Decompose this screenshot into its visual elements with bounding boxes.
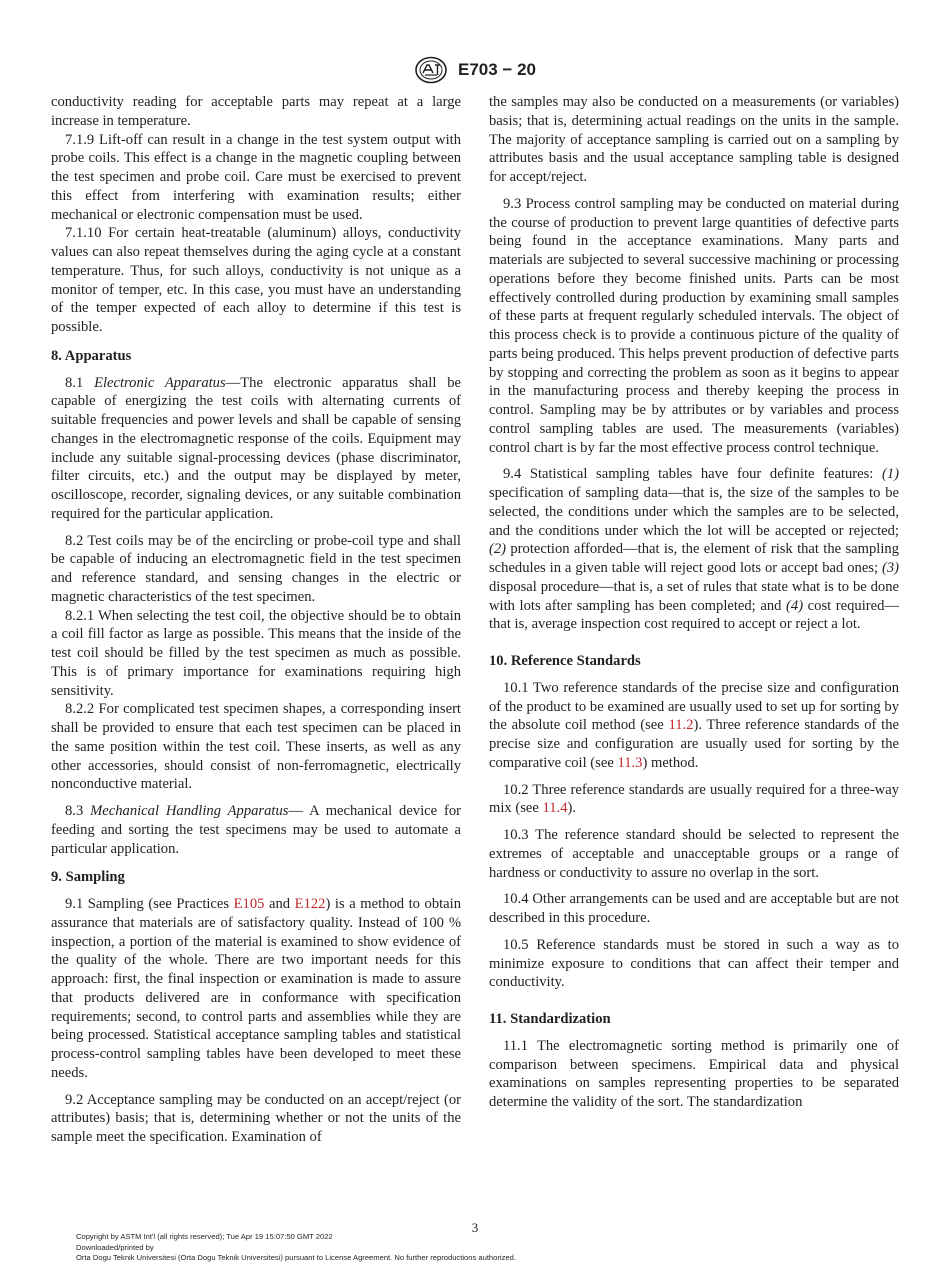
paragraph-9-3: 9.3 Process control sampling may be conducted on material during the course of production to prevent large quantities of defective parts being found in the acceptance examinations. Many parts and materials are subjected to several successive machining or processing operations before they become finished units. Parts can be most effectively controlled during production by examining small samples of these parts at frequent regularly scheduled intervals. The object of this process check is to provide a continuous picture of the quality of parts being produced. This helps prevent production of defective parts by stopping and correcting the problem as soon as it begins to appear in the manufacturing process and thereby keeping the process in control. Sampling may be by attributes or by variables and process control sampling tables are used. The measurements (variables) control chart is by far the most effective process control technique. [489,195,899,456]
paragraph-11-1: 11.1 The electromagnetic sorting method is primarily one of comparison between specimens. Empirical data and physical examinations on samples representing properties to be separated determine the validity of the sort. The standardization [489,1037,899,1110]
section-heading-apparatus: 8. Apparatus [51,347,132,364]
paragraph-8-1 [51,374,461,524]
page-number: 3 [471,1220,479,1235]
paragraph-8-3 [51,802,461,858]
clause-number: 8.1 [65,374,84,391]
section-heading-sampling: 9. Sampling [51,869,125,886]
footer-line: Downloaded/printed by [76,1242,154,1252]
paragraph-8-2: 8.2 Test coils may be of the encircling or probe-coil type and shall be capable of inducing an electromagnetic field in the test specimen and reference standard, and sensing changes in the electric or magnetic characteristics of the test specimen. [51,532,461,605]
paragraph-10-1: 10.1 Two reference standards of the precise size and configuration of the product to be examined are usually used to set up for sorting by the absolute coil method (see 11.2). Three reference standards of the precise size and configuration are usually used for sorting by the comparative coil (see 11.3) method. [489,679,899,771]
link-e105[interactable]: E105 [233,896,265,912]
left-column [51,93,461,1147]
paragraph-9-1: 9.1 Sampling (see Practices E105 and E122) is a method to obtain assurance that materials are of satisfactory quality. Instead of 100 % inspection, a portion of the material is examined to show evidence of the quality of the whole. There are two important needs for this approach: first, the final inspection or examination is made to assure that products delivered are in conformance with specification requirements; second, to control parts and assemblies while they are being processed. Statistical acceptance sampling tables and statistical process-control sampling tables have been developed to meet these needs. [51,896,462,1081]
footer-line: Orta Dogu Teknik Universitesi (Orta Dogu Teknik Universitesi) pursuant to License Agreement. No further reproductions authorized. [76,1253,516,1262]
clause-number: 8.3 [65,803,84,819]
section-heading-standardization: 11. Standardization [489,1011,611,1027]
paragraph-10-2: 10.2 Three reference standards are usually required for a three-way mix (see 11.4). [489,781,899,817]
paragraph-9-2: 9.2 Acceptance sampling may be conducted on an accept/reject (or attributes) basis; that is, determining whether or not the units of the sample meet the specification. Examination of [51,1091,461,1145]
section-heading-reference-standards: 10. Reference Standards [489,653,641,669]
paragraph-10-3: 10.3 The reference standard should be selected to represent the extremes of acceptable and unacceptable groups or a range of hardness or conductivity to assure no overlap in the sort. [489,827,899,881]
document-code: E703 − 20 [458,60,536,79]
paragraph-8-2-2: 8.2.2 For complicated test specimen shapes, a corresponding insert shall be provided to ensure that each test specimen can be placed in the same position within the test coil. These inserts, as well as any other accessories, should consist of non-ferromagnetic, electrically nonconductive material. [51,701,461,793]
clause-title: Mechanical Handling Apparatus [90,803,289,819]
link-e122[interactable]: E122 [294,896,326,912]
right-column [489,93,899,1112]
clause-text: —The electronic apparatus shall be capable of energizing the test coils with alternating currents of suitable frequencies and power levels and shall be capable of sensing changes in the electromagnetic response of the coils. Equipment may include any suitable signal-processing devices (phase discriminator, filter circuits, etc.) and the output may be displayed by meter, oscilloscope, recorder, signaling devices, or any suitable combination required for the particular application. [51,374,461,522]
paragraph-10-4: 10.4 Other arrangements can be used and are acceptable but are not described in this procedure. [489,891,899,926]
clause-text: — A mechanical device for feeding and sorting the test specimens may be used to automate a particular application. [51,803,461,857]
page-header [0,56,950,84]
paragraph: the samples may also be conducted on a measurements (or variables) basis; that is, determining actual readings on the units in the sample. The majority of acceptance sampling is carried out on a sampling by attributes basis and the usual acceptance sampling table is designed for accept/reject. [489,94,899,185]
astm-logo-icon [414,56,448,84]
paragraph-7-1-10: 7.1.10 For certain heat-treatable (aluminum) alloys, conductivity values can also repeat themselves during the aging cycle at a constant temperature. Thus, for such alloys, conductivity is not unique as a monitor of temper, etc. In this case, you must have an understanding of the temper expected of each alloy to determine if this test is possible. [51,225,461,335]
paragraph-8-2-1: 8.2.1 When selecting the test coil, the objective should be to obtain a coil fill factor as large as possible. This means that the inside of the test coil should be filled by the test specimen as much as possible. This is of primary importance for examinations requiring high sensitivity. [51,607,461,699]
link-11-3[interactable]: 11.3 [617,754,643,771]
paragraph-10-5: 10.5 Reference standards must be stored in such a way as to minimize exposure to conditions that can affect their temper and conductivity. [489,936,899,991]
paragraph-9-4: 9.4 Statistical sampling tables have four definite features: (1) specification of sampling data—that is, the size of the samples to be selected, the conditions under which the samples are to be selected, and the conditions under which the lot will be accepted or rejected; (2) protection afforded—that is, the element of risk that the sampling schedules in a given table will reject good lots or accept bad ones; (3) disposal procedure—that is, a set of rules that state what is to be done with lots after sampling has been completed; and (4) cost required—that is, average inspection cost required to accept or reject a lot. [489,466,899,633]
clause-title: Electronic Apparatus [94,374,226,391]
footer-line: Copyright by ASTM Int'l (all rights reserved); Tue Apr 19 15:07:50 GMT 2022 [76,1232,333,1241]
paragraph: conductivity reading for acceptable parts may repeat at a large increase in temperature. [51,94,461,129]
link-11-2[interactable]: 11.2 [668,717,694,734]
copyright-footer [76,1232,516,1264]
paragraph-7-1-9: 7.1.9 Lift-off can result in a change in the test system output with probe coils. This effect is a change in the magnetic coupling between the test specimen and probe coil. Care must be exercised to prevent this effect from interfering with examination results; either mechanical or electronic compensation must be used. [51,131,461,223]
link-11-4[interactable]: 11.4 [542,800,568,817]
